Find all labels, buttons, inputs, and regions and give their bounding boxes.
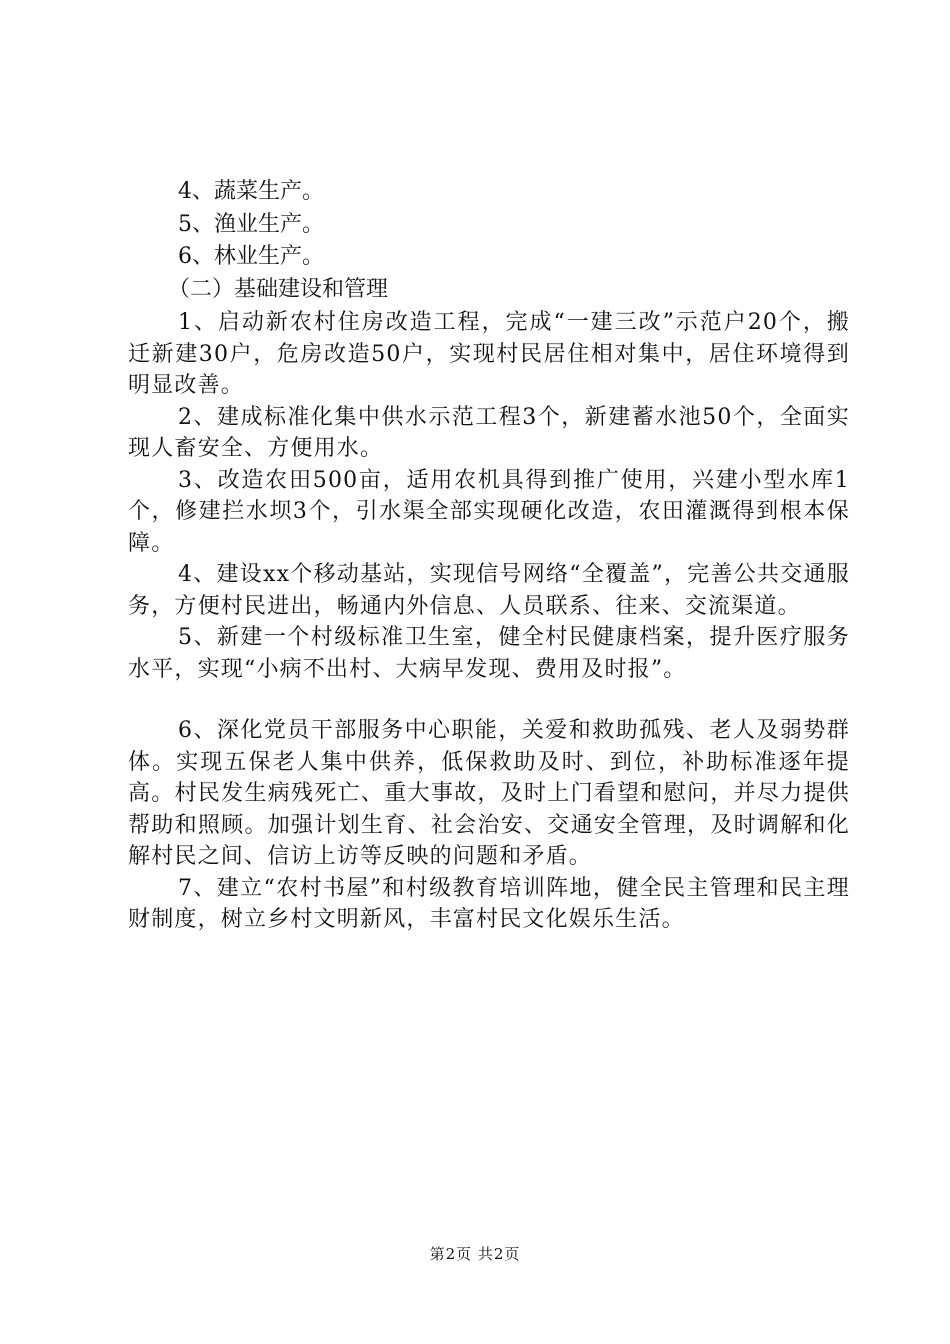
page-number-footer: 第2页 共2页 — [429, 1245, 521, 1263]
section-heading: （二）基础建设和管理 — [168, 276, 389, 302]
paragraph-farmland: 3、改造农田500亩，适用农机具得到推广使用，兴建小型水库1个，修建拦水坝3个，引水渠全部实现硬化改造，农田灌溉得到根本保障。 — [128, 467, 850, 556]
paragraph-culture: 7、建立“农村书屋”和村级教育培训阵地，健全民主管理和民主理财制度，树立乡村文明新风，丰富村民文化娱乐生活。 — [128, 875, 850, 932]
paragraph-spacer — [128, 685, 850, 715]
list-item-forestry: 6、林业生产。 — [178, 244, 324, 269]
list-item-fishery: 5、渔业生产。 — [178, 211, 324, 237]
paragraph-housing: 1、启动新农村住房改造工程，完成“一建三改”示范户20个，搬迁新建30户，危房改造50户，实现村民居住相对集中，居住环境得到明显改善。 — [128, 310, 850, 398]
document-body — [128, 176, 850, 936]
list-item-vegetables: 4、蔬菜生产。 — [178, 179, 324, 204]
paragraph-water-supply: 2、建成标准化集中供水示范工程3个，新建蓄水池50个，全面实现人畜安全、方便用水。 — [128, 404, 850, 461]
paragraph-clinic: 5、新建一个村级标准卫生室，健全村民健康档案，提升医疗服务水平，实现“小病不出村、大病早发现、费用及时报”。 — [128, 625, 850, 682]
paragraph-social-services: 6、深化党员干部服务中心职能，关爱和救助孤残、老人及弱势群体。实现五保老人集中供养，低保救助及时、到位，补助标准逐年提高。村民发生病残死亡、重大事故，及时上门看望和慰问，并尽力提供帮助和照顾。加强计划生育、社会治安、交通安全管理，及时调解和化解村民之间、信访上访等反映的问题和矛盾。 — [128, 718, 850, 869]
paragraph-telecom: 4、建设xx个移动基站，实现信号网络“全覆盖”，完善公共交通服务，方便村民进出，畅通内外信息、人员联系、往来、交流渠道。 — [128, 562, 850, 619]
